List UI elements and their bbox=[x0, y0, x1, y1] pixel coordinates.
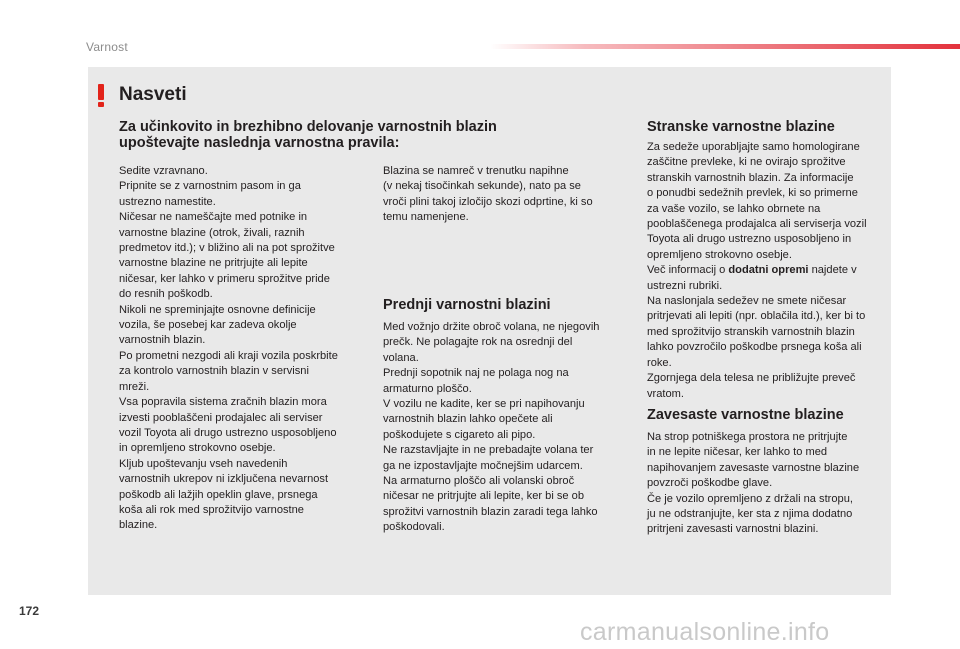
text-line: armaturno ploščo. bbox=[383, 382, 472, 395]
text-line: ničesar ne pritrjujte ali lepite, ker bi se ob bbox=[383, 490, 585, 503]
text-line: izvesti pooblaščeni prodajalec ali serviser bbox=[119, 411, 323, 424]
text-line: Po prometni nezgodi ali kraji vozila poskrbite bbox=[119, 349, 338, 362]
text-line: pritrjeni zavesasti varnostni blazini. bbox=[647, 523, 819, 536]
text-line: za kontrolo varnostnih blazin v servisni bbox=[119, 365, 309, 378]
front-airbags-heading: Prednji varnostni blazini bbox=[383, 297, 551, 313]
text-line: vratom. bbox=[647, 387, 684, 400]
curtain-airbags-text bbox=[647, 430, 887, 538]
text-line: vozil Toyota ali drugo ustrezno usposobljeno bbox=[119, 426, 337, 439]
text-line: vroči plini takoj izločijo skozi odprtine, ki so bbox=[383, 195, 593, 208]
text-line: Na naslonjala sedežev ne smete ničesar bbox=[647, 295, 847, 308]
text-line: ustrezno namestite. bbox=[119, 195, 216, 208]
text-line: lahko povzročilo poškodbe prsnega koša ali bbox=[647, 341, 862, 354]
text-line: predmetov itd.); v bližino ali na pot sprožitve bbox=[119, 242, 335, 255]
text-line: sprožitvi varnostnih blazin zaradi tega lahko bbox=[383, 505, 598, 518]
side-airbags-heading: Stranske varnostne blazine bbox=[647, 119, 835, 135]
curtain-airbags-heading: Zavesaste varnostne blazine bbox=[647, 407, 844, 423]
text-line: Pripnite se z varnostnim pasom in ga bbox=[119, 180, 301, 193]
text-line: Na strop potniškega prostora ne pritrjujte bbox=[647, 431, 848, 443]
text-line: Med vožnjo držite obroč volana, ne njegovih bbox=[383, 321, 600, 333]
section-title: Varnost bbox=[86, 40, 128, 54]
text-line: volana. bbox=[383, 351, 419, 364]
text-line: V vozilu ne kadite, ker se pri napihovanju bbox=[383, 398, 585, 411]
text-line: blazine. bbox=[119, 519, 158, 532]
text-line: Na armaturno ploščo ali volanski obroč bbox=[383, 475, 575, 488]
text-line: zaščitne prevleke, ki ne ovirajo sprožitve bbox=[647, 156, 846, 169]
text-line: Kljub upoštevanju vseh navedenih bbox=[119, 457, 288, 470]
text-line: Če je vozilo opremljeno z držali na stropu, bbox=[647, 492, 853, 505]
front-airbags-text bbox=[383, 320, 633, 536]
text-line: varnostnih ukrepov ni izključena nevarnost bbox=[119, 473, 329, 486]
text-line: o ponudbi sedežnih prevlek, ki so primerne bbox=[647, 187, 858, 200]
text-line: prečk. Ne polagajte rok na osrednji del bbox=[383, 336, 573, 349]
text-line: ga ne izpostavljajte močnejšim udarcem. bbox=[383, 459, 583, 472]
side-airbags-text bbox=[647, 140, 887, 402]
watermark: carmanualsonline.info bbox=[580, 618, 830, 646]
text-line: Prednji sopotnik naj ne polaga nog na bbox=[383, 367, 569, 380]
text-line: (v nekaj tisočinkah sekunde), nato pa se bbox=[383, 180, 581, 193]
main-heading-line-2: upoštevajte naslednja varnostna pravila: bbox=[119, 135, 400, 151]
text-line: Ničesar ne nameščajte med potnike in bbox=[119, 211, 308, 224]
text-line: temu namenjene. bbox=[383, 211, 469, 224]
text-line: stranskih varnostnih blazin. Za informacije bbox=[647, 171, 854, 184]
exclamation-icon bbox=[95, 84, 107, 106]
text-line: Za sedeže uporabljajte samo homologirane bbox=[647, 141, 860, 153]
main-heading-line-1: Za učinkovito in brezhibno delovanje varnostnih blazin bbox=[119, 119, 497, 135]
text-line: za vaše vozilo, se lahko obrnete na bbox=[647, 202, 821, 215]
text-line: pritrjevati ali lepiti (npr. oblačila itd.), ker bi to bbox=[647, 310, 866, 323]
text-line: ustrezni rubriki. bbox=[647, 279, 723, 292]
text-line: poškodujete s cigareto ali pipo. bbox=[383, 428, 536, 441]
text-line: Sedite vzravnano. bbox=[119, 165, 208, 177]
text-line: Vsa popravila sistema zračnih blazin mora bbox=[119, 396, 327, 409]
text-line: varnostnih blazin. bbox=[119, 334, 206, 347]
text-line: ničesar, ker lahko v primeru sprožitve pride bbox=[119, 272, 330, 285]
inflation-note bbox=[383, 164, 633, 226]
text-line: ju ne odstranjujte, ker sta z njima dodatno bbox=[647, 508, 853, 521]
text-line: do resnih poškodb. bbox=[119, 288, 213, 301]
main-heading bbox=[119, 119, 497, 151]
text-line: poškodb ali lažjih opeklin glave, prsnega bbox=[119, 488, 318, 501]
accessories-reference: Več informacij o dodatni opremi najdete v bbox=[647, 264, 857, 277]
text-line: med sprožitvijo stranskih varnostnih blazin bbox=[647, 325, 855, 338]
header-accent-rule bbox=[490, 44, 960, 49]
text-line: Zgornjega dela telesa ne približujte preveč bbox=[647, 372, 856, 385]
text-line: in opremljeno strokovno osebje. bbox=[119, 442, 276, 455]
text-line: poškodovali. bbox=[383, 521, 445, 534]
text-line: roke. bbox=[647, 356, 672, 369]
text-line: varnostne blazine (otrok, živali, raznih bbox=[119, 226, 305, 239]
text-line: koša ali rok med sprožitvijo varnostne bbox=[119, 503, 304, 516]
page-number: 172 bbox=[19, 604, 40, 618]
text-line: Nikoli ne spreminjajte osnovne definicije bbox=[119, 303, 316, 316]
panel-title: Nasveti bbox=[119, 84, 187, 105]
rules-column bbox=[119, 164, 369, 534]
text-line: mreži. bbox=[119, 380, 150, 393]
accessories-term: dodatni opremi bbox=[728, 264, 809, 277]
text-line: Ne razstavljajte in ne prebadajte volana ter bbox=[383, 444, 594, 457]
text-line: varnostne blazine ne pritrjujte ali lepite bbox=[119, 257, 308, 270]
text-line: opremljeno strokovno osebje. bbox=[647, 248, 792, 261]
text-line: Toyota ali drugo ustrezno usposobljeno in bbox=[647, 233, 852, 246]
text-line: povzroči poškodbe glave. bbox=[647, 477, 773, 490]
text-line: vozila, še posebej kar zadeva okolje bbox=[119, 319, 297, 332]
text-line: Blazina se namreč v trenutku napihne bbox=[383, 165, 569, 177]
text-line: pooblaščenega prodajalca ali serviserja vozil bbox=[647, 218, 867, 231]
text-line: varnostnih blazin lahko opečete ali bbox=[383, 413, 553, 426]
text-line: in ne lepite ničesar, ker lahko to med bbox=[647, 446, 828, 459]
text-line: napihovanjem zavesaste varnostne blazine bbox=[647, 461, 860, 474]
